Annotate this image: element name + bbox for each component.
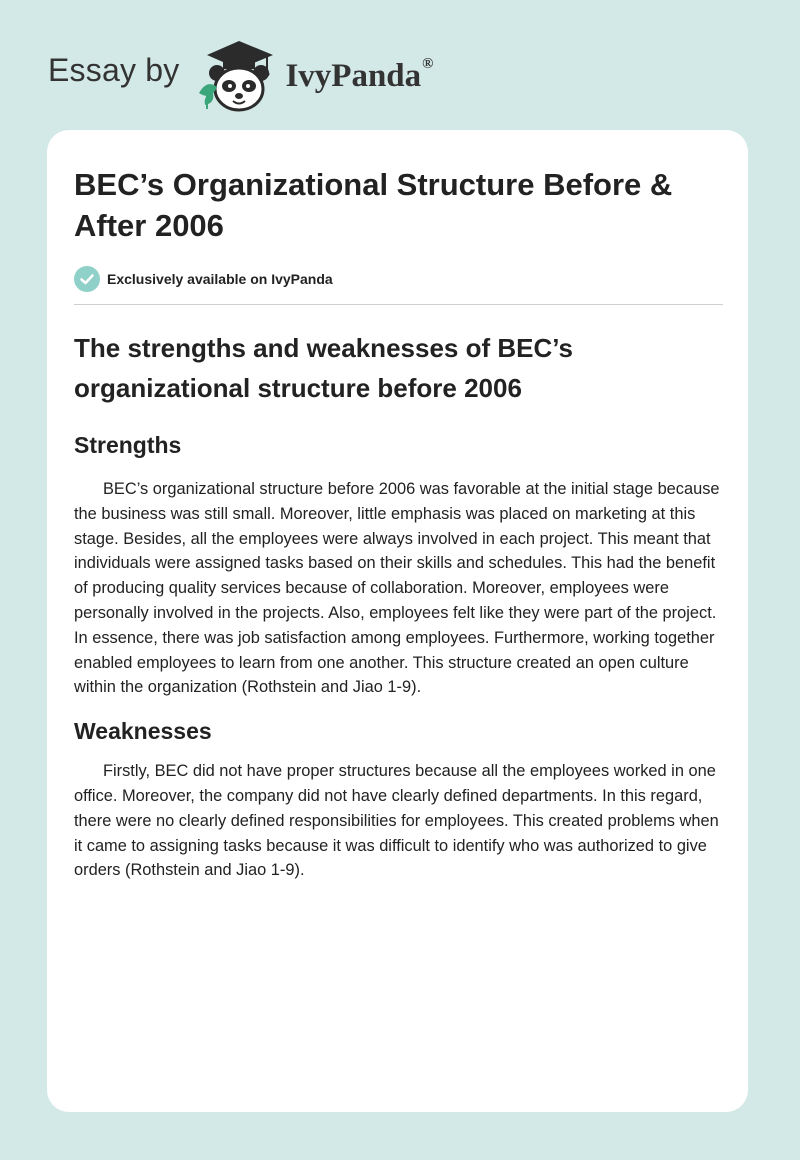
registered-mark: ® xyxy=(422,55,434,72)
panda-graduate-icon[interactable] xyxy=(193,35,281,113)
page-title: BEC’s Organizational Structure Before & After 2006 xyxy=(74,167,673,243)
paragraph-weaknesses: Firstly, BEC did not have proper structures because all the employees worked in one office. Moreover, the company did not have clearly defined departments. In this regard, there were no clearly defined responsibilities for employees. This created problems when it came to assigning tasks because it was difficult to identify who was authorized to give orders (Rothstein and Jiao 1-9). xyxy=(74,762,719,880)
exclusive-badge xyxy=(74,266,723,292)
check-circle-icon xyxy=(74,266,100,292)
section-heading: The strengths and weaknesses of BEC’s organizational structure before 2006 xyxy=(74,333,573,403)
essay-by-label: Essay by xyxy=(48,51,180,88)
subsection-heading-weaknesses: Weaknesses xyxy=(74,718,212,745)
essay-card xyxy=(47,130,748,1112)
essay-content xyxy=(74,164,723,883)
subsection-heading-strengths: Strengths xyxy=(74,432,182,458)
brand-name[interactable]: IvyPanda® xyxy=(285,55,434,94)
paragraph-strengths: BEC’s organizational structure before 2006 was favorable at the initial stage because the business was still small. Moreover, little emphasis was placed on marketing at this stage. Besides, all the employees were always involved in each project. This meant that individuals were assigned tasks based on their skills and schedules. This had the benefit of producing quality services because of collaboration. Moreover, employees were personally involved in the projects. Also, employees felt like they were part of the project. In essence, there was job satisfaction among employees. Furthermore, working together enabled employees to learn from one another. This structure created an open culture within the organization (Rothstein and Jiao 1-9). xyxy=(74,480,720,697)
exclusive-badge-text: Exclusively available on IvyPanda xyxy=(107,271,333,287)
title-divider xyxy=(74,304,723,305)
site-header xyxy=(48,34,433,114)
